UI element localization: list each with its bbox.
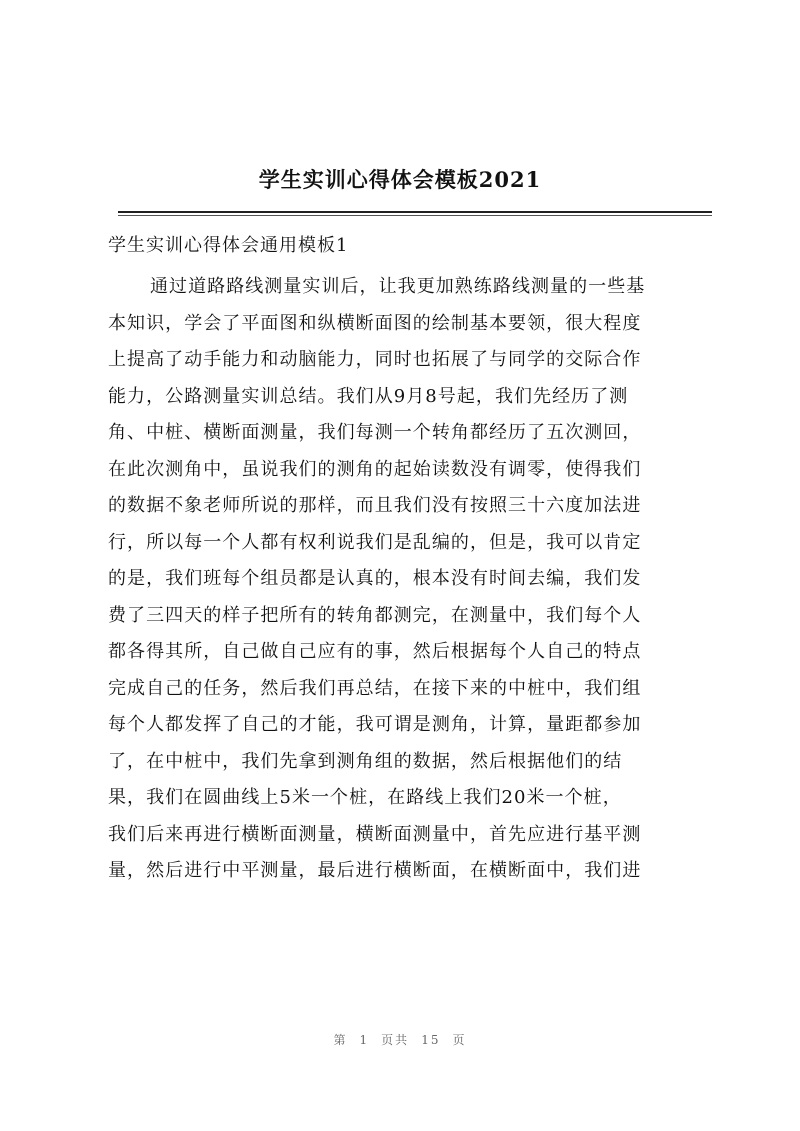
title-divider-thin bbox=[118, 215, 712, 216]
paragraph-line: 通过道路路线测量实训后，让我更加熟练路线测量的一些基 bbox=[150, 276, 646, 297]
paragraph-line: 果，我们在圆曲线上5米一个桩，在路线上我们20米一个桩， bbox=[108, 787, 622, 808]
document-title: 学生实训心得体会模板2021 bbox=[258, 167, 542, 192]
footer-label-pages: 页 bbox=[452, 1033, 467, 1047]
footer-current-page: 1 bbox=[359, 1033, 370, 1047]
paragraph-line: 的是，我们班每个组员都是认真的，根本没有时间去编，我们发 bbox=[108, 568, 642, 589]
paragraph-line: 费了三四天的样子把所有的转角都测完，在测量中，我们每个人 bbox=[108, 604, 642, 626]
paragraph-line: 行，所以每一个人都有权利说我们是乱编的，但是，我可以肯定 bbox=[108, 531, 642, 553]
paragraph-line: 每个人都发挥了自己的才能，我可谓是测角，计算，量距都参加 bbox=[108, 714, 642, 735]
paragraph-line: 了，在中桩中，我们先拿到测角组的数据，然后根据他们的结 bbox=[108, 750, 623, 772]
footer-label-of: 页共 bbox=[381, 1033, 410, 1047]
paragraph-line: 完成自己的任务，然后我们再总结，在接下来的中桩中，我们组 bbox=[108, 677, 642, 699]
paragraph-line: 量，然后进行中平测量，最后进行横断面，在横断面中，我们进 bbox=[108, 860, 642, 881]
paragraph-line: 在此次测角中，虽说我们的测角的起始读数没有调零，使得我们 bbox=[108, 458, 642, 480]
section-heading: 学生实训心得体会通用模板1 bbox=[108, 235, 349, 256]
paragraph-line: 的数据不象老师所说的那样，而且我们没有按照三十六度加法进 bbox=[108, 495, 642, 516]
footer-total-pages: 15 bbox=[421, 1033, 441, 1047]
page-footer bbox=[0, 1031, 800, 1048]
footer-label-page: 第 bbox=[333, 1033, 348, 1047]
paragraph-line: 我们后来再进行横断面测量，横断面测量中，首先应进行基平测 bbox=[108, 823, 642, 845]
body-paragraph bbox=[108, 269, 712, 890]
paragraph-line: 本知识，学会了平面图和纵横断面图的绘制基本要领，很大程度 bbox=[108, 312, 642, 334]
title-divider bbox=[118, 211, 712, 213]
paragraph-line: 都各得其所，自己做自己应有的事，然后根据每个人自己的特点 bbox=[108, 641, 642, 662]
paragraph-line: 角、中桩、横断面测量，我们每测一个转角都经历了五次测回， bbox=[108, 422, 642, 443]
paragraph-line: 上提高了动手能力和动脑能力，同时也拓展了与同学的交际合作 bbox=[108, 349, 642, 370]
paragraph-line: 能力，公路测量实训总结。我们从9月8号起，我们先经历了测 bbox=[108, 385, 629, 407]
